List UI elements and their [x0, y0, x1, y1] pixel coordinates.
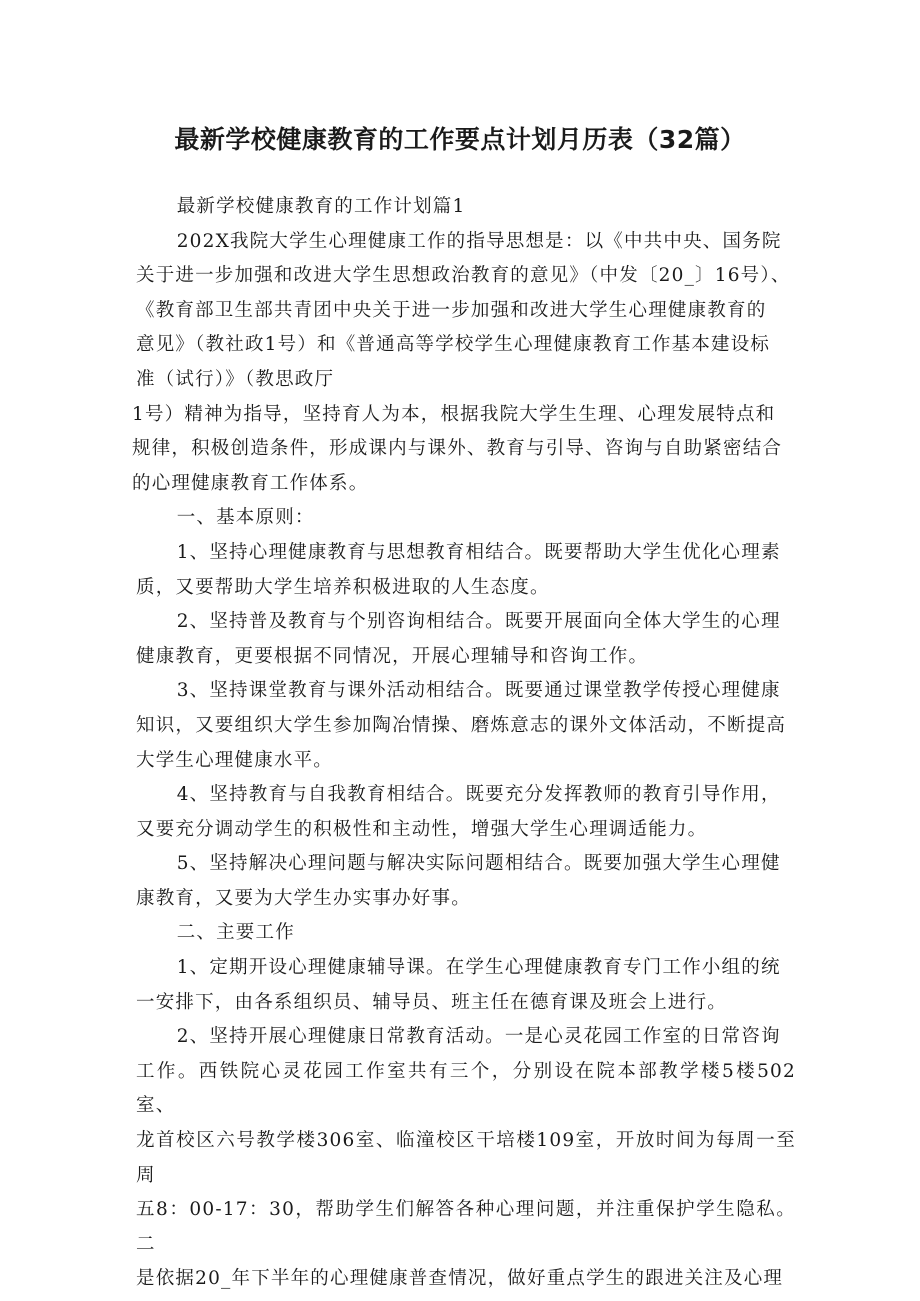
principle-line: 健康教育，更要根据不同情况，开展心理辅导和咨询工作。: [136, 645, 649, 667]
principle-line: 又要充分调动学生的积极性和主动性，增强大学生心理调适能力。: [136, 818, 708, 840]
document-body: [132, 190, 796, 1297]
intro-line: 规律，积极创造条件，形成课内与课外、教育与引导、咨询与自助紧密结合: [132, 438, 783, 460]
principle-line: 4、坚持教育与自我教育相结合。既要充分发挥教师的教育引导作用，: [176, 784, 781, 806]
principle-paragraph: [136, 778, 796, 847]
principle-line: 2、坚持普及教育与个别咨询相结合。既要开展面向全体大学生的心理: [176, 611, 781, 633]
principle-paragraph: [136, 605, 796, 674]
work-line: 是依据20_年下半年的心理健康普查情况，做好重点学生的跟进关注及心理: [136, 1268, 784, 1290]
work-line: 一安排下，由各系组织员、辅导员、班主任在德育课及班会上进行。: [136, 991, 728, 1013]
work-paragraph: [136, 1020, 796, 1297]
intro-line: 《教育部卫生部共青团中央关于进一步加强和改进大学生心理健康教育的: [136, 299, 767, 321]
principle-line: 3、坚持课堂教育与课外活动相结合。既要通过课堂教学传授心理健康: [176, 680, 781, 702]
principle-paragraph: [136, 536, 796, 605]
intro-paragraph: [136, 225, 796, 398]
work-line: 龙首校区六号教学楼306室、临潼校区干培楼109室，开放时间为每周一至周: [136, 1130, 796, 1186]
section-heading-plan: 最新学校健康教育的工作计划篇1: [176, 196, 466, 217]
intro-line: 1号）精神为指导，坚持育人为本，根据我院大学生生理、心理发展特点和: [132, 403, 776, 425]
principle-line: 1、坚持心理健康教育与思想教育相结合。既要帮助大学生优化心理素: [176, 541, 781, 563]
work-line: 2、坚持开展心理健康日常教育活动。一是心灵花园工作室的日常咨询: [176, 1026, 781, 1048]
section-heading-principles: 一、基本原则：: [176, 507, 315, 529]
principle-line: 质，又要帮助大学生培养积极进取的人生态度。: [136, 576, 550, 598]
intro-line: 202X我院大学生心理健康工作的指导思想是：以《中共中央、国务院: [176, 230, 782, 252]
principle-line: 康教育，又要为大学生办实事办好事。: [136, 887, 471, 909]
work-line: 1、定期开设心理健康辅导课。在学生心理健康教育专门工作小组的统: [176, 957, 781, 979]
work-line: 工作。西铁院心灵花园工作室共有三个，分别设在院本部教学楼5楼502室、: [136, 1060, 796, 1117]
principle-paragraph: [136, 674, 796, 778]
principle-line: 大学生心理健康水平。: [136, 749, 334, 771]
principle-line: 5、坚持解决心理问题与解决实际问题相结合。既要加强大学生心理健: [176, 853, 781, 875]
document-title: 最新学校健康教育的工作要点计划月历表（32篇）: [174, 125, 746, 154]
work-line: 五8：00-17：30，帮助学生们解答各种心理问题，并注重保护学生隐私。二: [136, 1199, 796, 1255]
section-heading-main-work: 二、主要工作: [176, 922, 295, 944]
intro-line: 的心理健康教育工作体系。: [132, 472, 369, 494]
intro-line: 准（试行）》（教思政厅: [136, 368, 335, 390]
intro-line: 关于进一步加强和改进大学生思想政治教育的意见》（中发〔20_〕16号）、: [136, 265, 791, 287]
principle-line: 知识，又要组织大学生参加陶冶情操、磨炼意志的课外文体活动，不断提高: [136, 714, 787, 736]
intro-line: 意见》（教社政1号）和《普通高等学校学生心理健康教育工作基本建设标: [136, 334, 771, 356]
intro-paragraph-continued: [132, 398, 796, 502]
work-paragraph: [136, 951, 796, 1020]
principle-paragraph: [136, 847, 796, 916]
